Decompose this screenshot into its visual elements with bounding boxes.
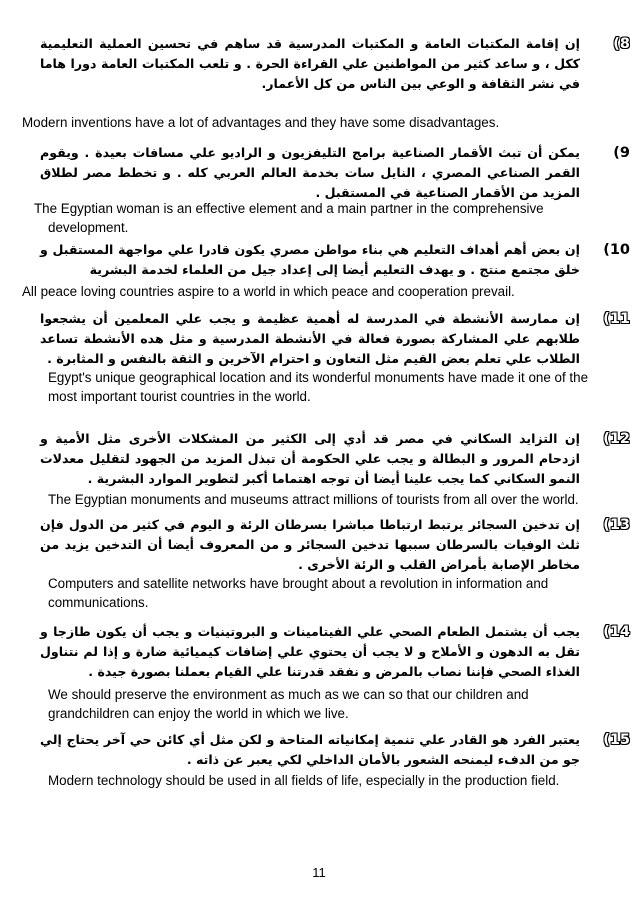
- item-number: (11: [603, 311, 630, 327]
- arabic-paragraph: يعتبر الفرد هو القادر علي تنمية إمكانياته المتاحة و لكن مثل أي كائن حي آخر يحتاج إلي جو من الدفء ليمنحه الشعور بالأمان الداخلي لكي يعبر عن ذاته .: [40, 732, 580, 767]
- arabic-paragraph: يمكن أن تبث الأقمار الصناعية برامج التليفزيون و الراديو علي مسافات بعيدة . ويقوم القمر الصناعي المصري ، النايل سات بخدمة العالم العربي كله . و تخطط مصر لطلاق المزيد من الأقمار الصناعية في المستقبل .: [40, 145, 580, 200]
- arabic-paragraph: يجب أن يشتمل الطعام الصحي علي الفيتامينات و البروتينيات و يجب أن يكون طازجا و تقل به الدهون و الأملاح و لا يجب أن يحتوي علي إضافات كيميائية ضارة و إذا لم نتناول الغذاء الصحي فإننا نصاب بالمرض و نفقد قدرتنا علي القيام بعملنا بصورة جيدة .: [40, 624, 580, 679]
- english-translation: We should preserve the environment as much as we can so that our children and grandchildren can enjoy the world in which we live.: [48, 687, 529, 721]
- english-translation: Modern technology should be used in all fields of life, especially in the production field.: [48, 773, 560, 788]
- arabic-paragraph: إن بعض أهم أهداف التعليم هي بناء مواطن مصري يكون قادرا علي مواجهة المستقبل و خلق مجتمع منتج . و يهدف التعليم أيضا إلى إعداد جيل من العلماء لخدمة البشرية: [40, 242, 580, 277]
- arabic-paragraph: إن ممارسة الأنشطة في المدرسة له أهمية عظيمة و يجب علي المعلمين أن يشجعوا طلابهم علي المشاركة بصورة فعالة في الأنشطة المدرسية و مثل هده الأنشطة تساعد الطلاب علي تعلم بعض القيم مثل التعاون و احترام الآخرين و الثقة بالنفس و المثابرة .: [40, 311, 580, 366]
- item-number: (12: [603, 431, 630, 447]
- item-number: (10: [603, 242, 630, 258]
- english-translation: Computers and satellite networks have brought about a revolution in information and communications.: [48, 576, 549, 610]
- arabic-paragraph: إن التزايد السكاني في مصر قد أدي إلى الكثير من المشكلات الأخرى مثل الأمية و ازدحام المرور و البطالة و يجب علي الحكومة أن تبذل المزيد من الجهود لتقليل معدلات النمو السكاني كما يجب علينا أيضا أن توجه اهتماما أكبر لتطوير الموارد البشرية .: [40, 431, 580, 486]
- item-number: (8: [613, 36, 630, 52]
- item-number: (9: [613, 145, 630, 161]
- english-translation: All peace loving countries aspire to a world in which peace and cooperation prevail.: [22, 284, 515, 299]
- page-number: 11: [312, 865, 326, 880]
- english-translation: The Egyptian monuments and museums attract millions of tourists from all over the world.: [48, 492, 579, 507]
- arabic-paragraph: إن إقامة المكتبات العامة و المكتبات المدرسية قد ساهم في تحسين العملية التعليمية ككل ، و ساعد كثير من المواطنين علي القراءة الحرة . و تلعب المكتبات العامة دورا هاما في نشر الثقافة و الوعي بين الناس من كل الأعمار.: [40, 36, 580, 91]
- english-translation: Modern inventions have a lot of advantages and they have some disadvantages.: [22, 115, 500, 130]
- arabic-paragraph: إن تدخين السجائر يرتبط ارتباطا مباشرا بسرطان الرئة و اليوم في كثير من الدول فإن ثلث الوفيات بالسرطان سببها تدخين السجائر و من المعروف أيضا أن التدخين يزيد من مخاطر الإصابة بأمراض القلب و الرئة الأخرى .: [40, 517, 580, 572]
- item-number: (15: [603, 732, 630, 748]
- item-number: (14: [603, 624, 630, 640]
- english-translation: Egypt's unique geographical location and its wonderful monuments have made it one of the most important tourist countries in the world.: [48, 370, 589, 404]
- english-translation: The Egyptian woman is an effective element and a main partner in the comprehensive development.: [34, 201, 544, 235]
- item-number: (13: [603, 517, 630, 533]
